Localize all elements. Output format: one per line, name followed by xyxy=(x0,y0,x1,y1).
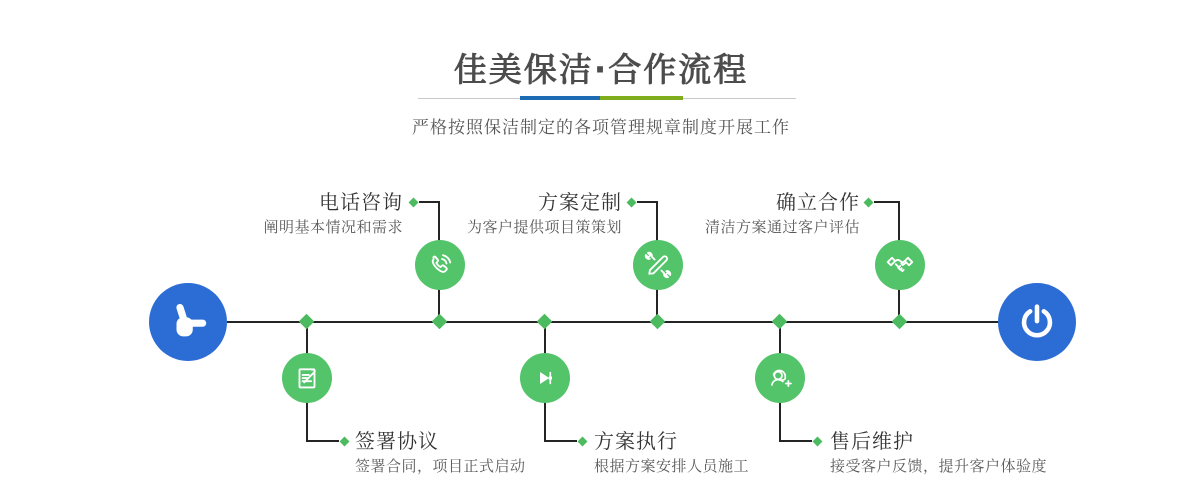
timeline-diamond-6 xyxy=(892,314,908,330)
step-title: 电话咨询 xyxy=(319,190,403,214)
design-tools-icon xyxy=(643,250,673,280)
step-desc: 清洁方案通过客户评估 xyxy=(704,218,860,236)
label-diamond-design xyxy=(627,198,637,208)
step-title: 方案定制 xyxy=(538,190,622,214)
connector-handshake-h xyxy=(874,201,900,203)
step-title: 方案执行 xyxy=(594,429,678,453)
connector-execute-h xyxy=(545,440,577,442)
step-forward-icon xyxy=(530,363,560,393)
node-handshake xyxy=(875,240,925,290)
node-aftersales xyxy=(755,353,805,403)
step-title: 确立合作 xyxy=(776,190,860,214)
connector-aftersales-h xyxy=(780,440,812,442)
step-desc: 阐明基本情况和需求 xyxy=(263,218,403,236)
label-diamond-handshake xyxy=(864,198,874,208)
step-desc: 为客户提供项目策策划 xyxy=(466,218,622,236)
label-diamond-phone xyxy=(409,198,419,208)
step-label-aftersales xyxy=(830,431,1047,475)
timeline-line xyxy=(227,321,999,323)
title-divider-green-segment xyxy=(600,96,683,100)
step-title: 签署协议 xyxy=(355,429,439,453)
step-desc: 签署合同，项目正式启动 xyxy=(355,457,526,475)
node-design xyxy=(633,240,683,290)
connector-phone-h xyxy=(419,201,440,203)
step-label-contract xyxy=(355,431,526,475)
start-node xyxy=(149,283,227,361)
node-execute xyxy=(520,353,570,403)
handshake-icon xyxy=(884,249,916,281)
node-phone xyxy=(415,240,465,290)
step-desc: 根据方案安排人员施工 xyxy=(594,457,750,475)
step-label-design xyxy=(467,192,622,236)
customer-service-icon xyxy=(765,363,795,393)
label-diamond-contract xyxy=(340,437,350,447)
connector-design-h xyxy=(637,201,658,203)
step-desc: 接受客户反馈，提升客户体验度 xyxy=(830,457,1048,475)
connector-contract-h xyxy=(307,440,339,442)
end-node xyxy=(998,283,1076,361)
phone-icon xyxy=(425,250,455,280)
timeline-diamond-3 xyxy=(537,314,553,330)
title-divider-blue-segment xyxy=(520,96,600,100)
step-label-execute xyxy=(594,431,749,475)
page-title: 佳美保洁·合作流程 xyxy=(453,50,749,89)
timeline-diamond-4 xyxy=(650,314,666,330)
label-diamond-execute xyxy=(578,437,588,447)
step-label-handshake xyxy=(705,192,860,236)
step-title: 售后维护 xyxy=(830,429,914,453)
timeline-diamond-1 xyxy=(299,314,315,330)
pointing-hand-icon xyxy=(165,299,211,345)
step-label-phone xyxy=(263,192,403,236)
power-icon xyxy=(1016,301,1058,343)
contract-sign-icon xyxy=(292,363,322,393)
node-contract xyxy=(282,353,332,403)
timeline-diamond-2 xyxy=(432,314,448,330)
page-subtitle: 严格按照保洁制定的各项管理规章制度开展工作 xyxy=(412,118,790,138)
timeline-diamond-5 xyxy=(772,314,788,330)
label-diamond-aftersales xyxy=(813,437,823,447)
